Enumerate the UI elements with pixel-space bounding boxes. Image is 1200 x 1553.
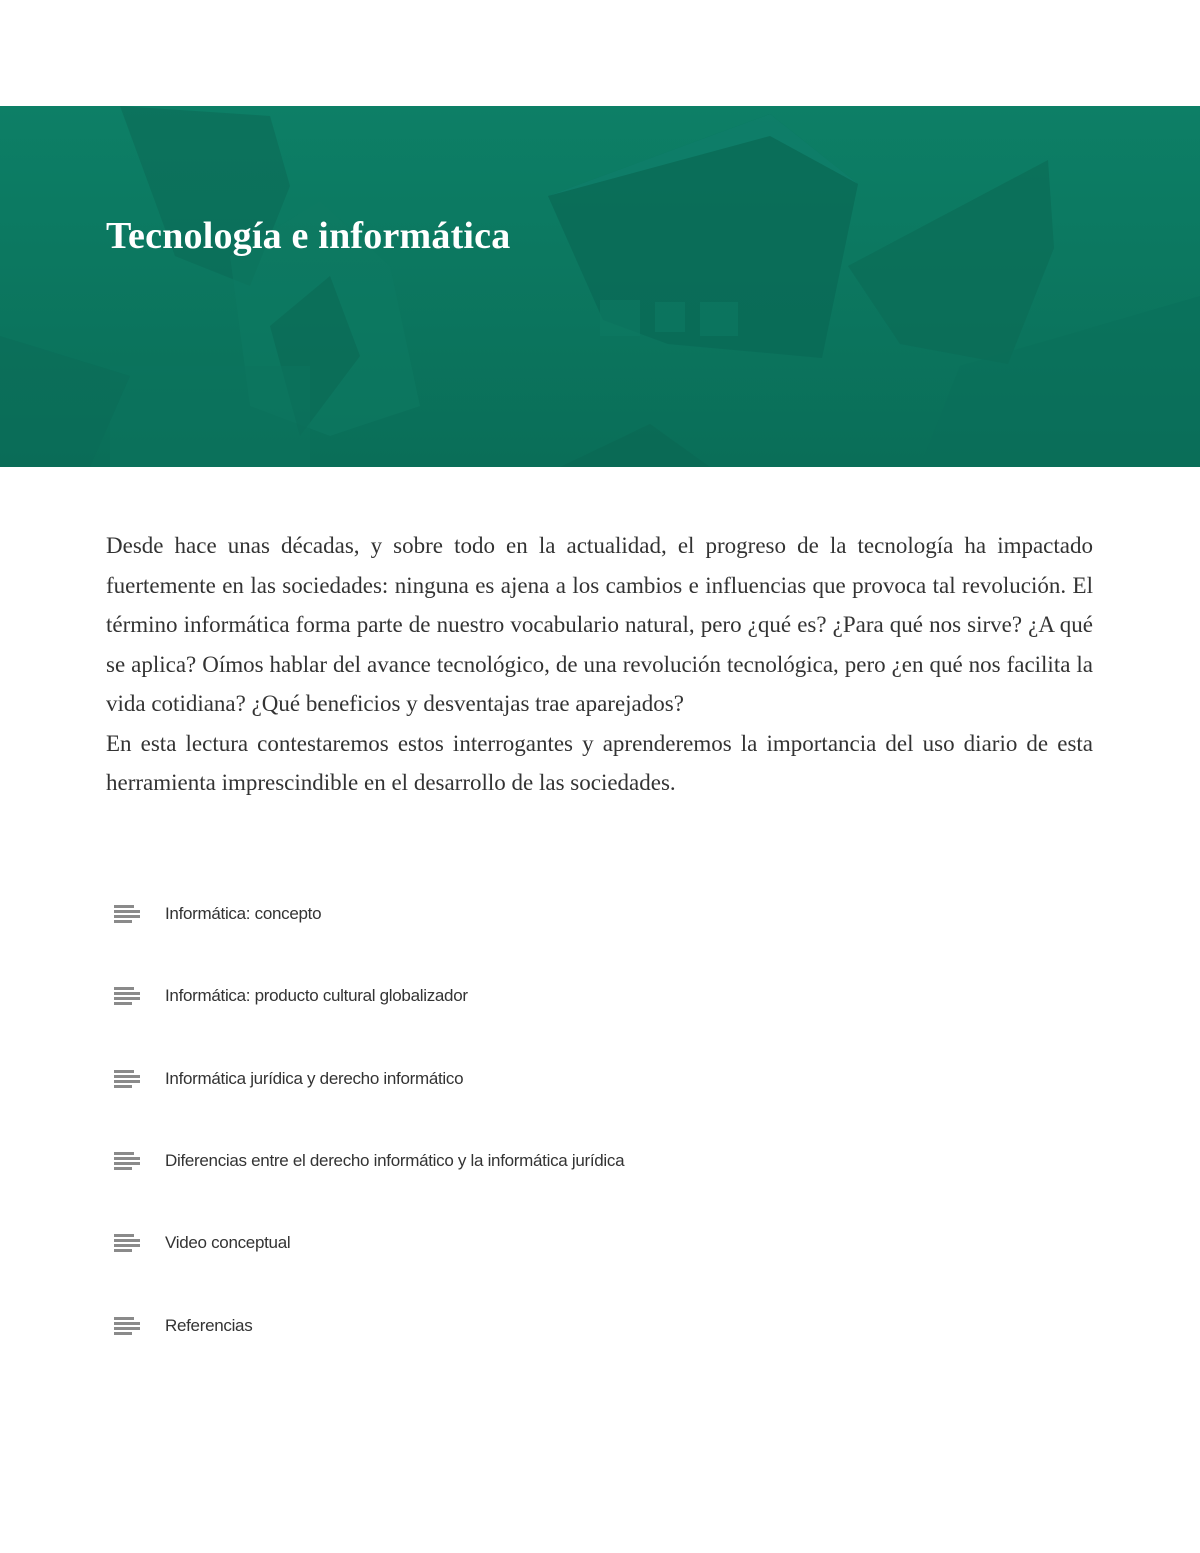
toc-item-diferencias[interactable] — [114, 1146, 624, 1176]
text-lines-icon — [114, 1151, 140, 1171]
text-lines-icon — [114, 1069, 140, 1089]
toc-item-informatica-concepto[interactable] — [114, 899, 321, 929]
toc-item-label: Informática: concepto — [165, 904, 322, 923]
intro-paragraph: En esta lectura contestaremos estos interrogantes y aprenderemos la importancia del uso diario de esta herramienta imprescindible en el desarrollo de las sociedades. — [106, 730, 1093, 795]
toc-item-label: Informática: producto cultural globalizador — [165, 986, 468, 1005]
text-lines-icon — [114, 1233, 140, 1253]
toc-item-label: Informática jurídica y derecho informático — [165, 1069, 464, 1088]
toc-item-label: Diferencias entre el derecho informático y la informática jurídica — [165, 1151, 625, 1170]
toc-item-informatica-juridica[interactable] — [114, 1064, 463, 1094]
text-lines-icon — [114, 1316, 140, 1336]
toc-item-referencias[interactable] — [114, 1311, 252, 1341]
toc-item-video-conceptual[interactable] — [114, 1228, 290, 1258]
intro-section — [106, 526, 1093, 803]
toc-item-label: Video conceptual — [165, 1233, 291, 1252]
hero-background-image — [0, 106, 1200, 467]
toc-item-producto-cultural[interactable] — [114, 981, 468, 1011]
text-lines-icon — [114, 986, 140, 1006]
hero-banner — [0, 106, 1200, 467]
toc-item-label: Referencias — [165, 1316, 253, 1335]
intro-paragraph: Desde hace unas décadas, y sobre todo en la actualidad, el progreso de la tecnología ha impactado fuertemente en las sociedades: ninguna es ajena a los cambios e influencias que provoca tal revolución. El término informática forma parte de nuestro vocabulario natural, pero ¿qué es? ¿Para qué nos sirve? ¿A qué se aplica? Oímos hablar del avance tecnológico, de una revolución tecnológica, pero ¿en qué nos facilita la vida cotidiana? ¿Qué beneficios y desventajas trae aparejados? — [106, 533, 1093, 716]
text-lines-icon — [114, 904, 140, 924]
page-title: Tecnología e informática — [106, 215, 511, 257]
